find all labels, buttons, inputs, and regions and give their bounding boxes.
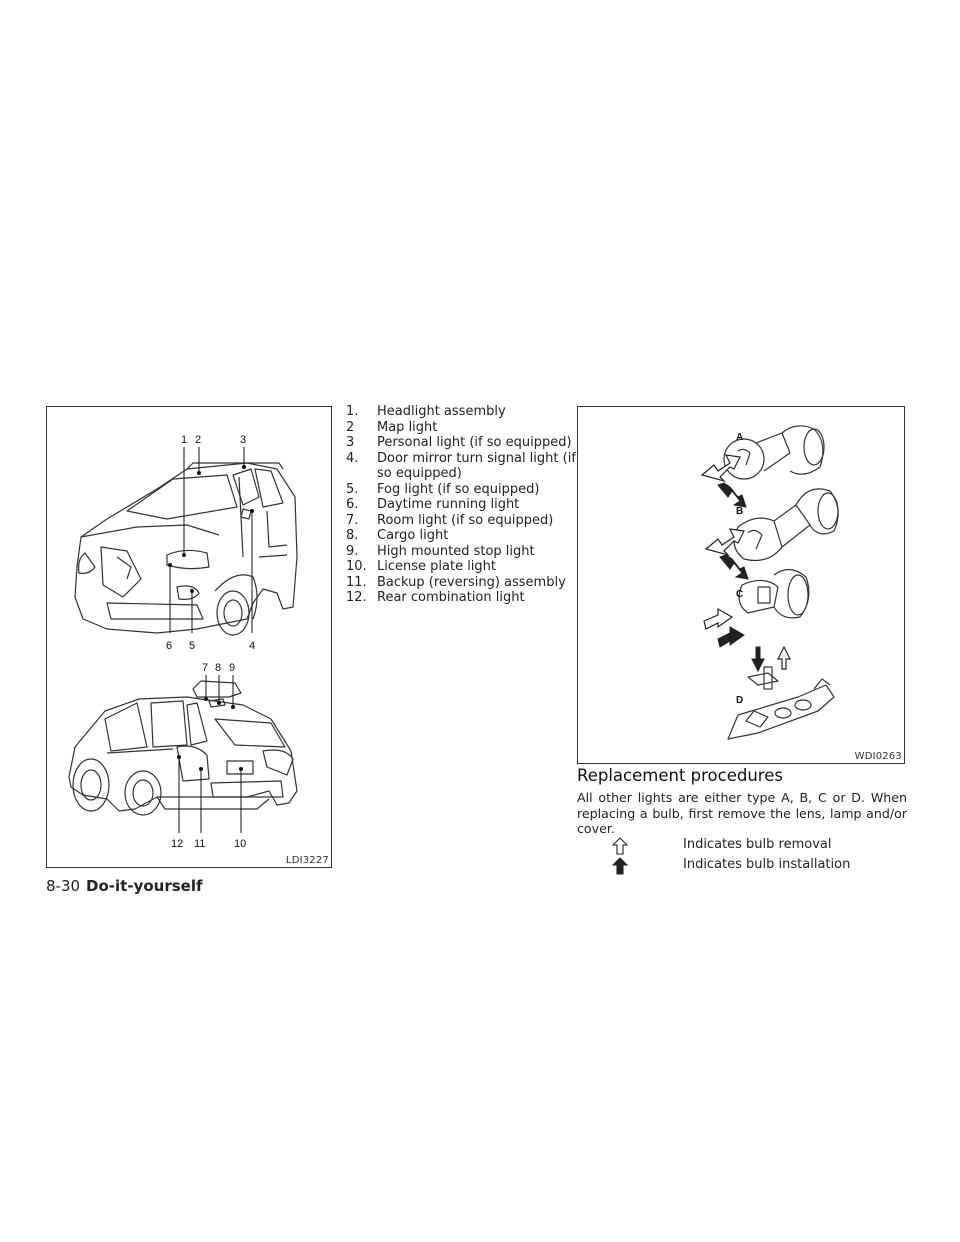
callout-2: 2 — [195, 434, 202, 446]
list-item: 4. Door mirror turn signal light (if so equipped) — [346, 450, 576, 481]
callout-11: 11 — [194, 838, 206, 850]
list-item: 6. Daytime running light — [346, 497, 520, 512]
parts-list — [346, 404, 578, 606]
callout-5: 5 — [189, 640, 196, 652]
list-item: 5. Fog light (if so equipped) — [346, 481, 540, 497]
list-item: 12. Rear combination light — [346, 590, 525, 605]
legend-removal-label: Indicates bulb removal — [683, 837, 832, 852]
figure-id-code: LDI3227 — [285, 855, 329, 866]
callout-3: 3 — [240, 434, 247, 446]
callout-1: 1 — [181, 434, 188, 446]
figure-id-code: WDI0263 — [854, 751, 902, 762]
legend-removal — [612, 837, 902, 855]
legend-install — [612, 857, 902, 875]
callout-4: 4 — [249, 640, 256, 652]
vehicle-illustration — [47, 407, 333, 869]
callout-12: 12 — [171, 838, 184, 850]
list-item: 7. Room light (if so equipped) — [346, 512, 554, 528]
list-item: 8. Cargo light — [346, 528, 449, 543]
list-item: 1. Headlight assembly — [346, 404, 506, 419]
footer-section-title: Do-it-yourself — [86, 877, 203, 895]
section-body: All other lights are either type A, B, C or D. When replacing a bulb, first remove the lens, lamp and/or cover. — [577, 790, 907, 836]
list-item: 3 Personal light (if so equipped) — [346, 435, 572, 450]
outline-up-arrow-icon — [612, 837, 628, 855]
section-title: Replacement procedures — [577, 766, 783, 785]
callout-8: 8 — [215, 662, 222, 674]
page-number: 8-30 — [46, 877, 81, 895]
bulb-type-c: C — [736, 589, 744, 600]
page-footer — [46, 877, 203, 895]
vehicle-lights-figure — [46, 406, 332, 868]
legend-install-label: Indicates bulb installation — [683, 857, 851, 872]
bulb-type-b: B — [736, 506, 744, 517]
bulb-type-a: A — [736, 432, 744, 443]
callout-10: 10 — [234, 838, 247, 850]
callout-7: 7 — [202, 662, 209, 674]
bulb-illustration — [578, 407, 906, 765]
solid-up-arrow-icon — [612, 857, 628, 875]
bulb-types-figure — [577, 406, 905, 764]
bulb-type-d: D — [736, 695, 744, 706]
list-item: 10. License plate light — [346, 559, 497, 574]
list-item: 2 Map light — [346, 419, 438, 435]
callout-6: 6 — [166, 640, 173, 652]
list-item: 9. High mounted stop light — [346, 543, 535, 559]
list-item: 11. Backup (reversing) assembly — [346, 574, 566, 590]
callout-9: 9 — [229, 662, 236, 674]
